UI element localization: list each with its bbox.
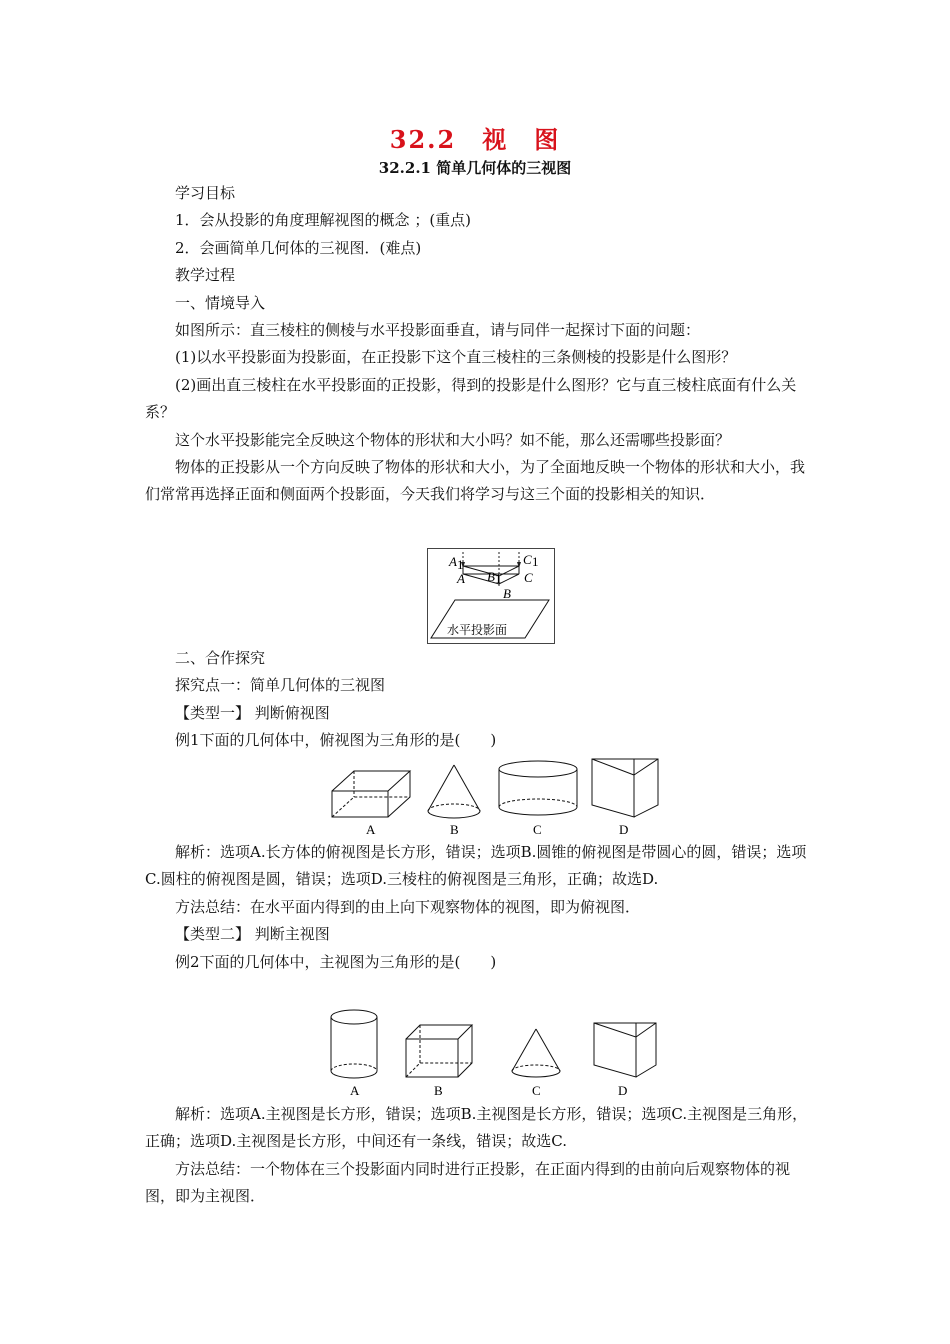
scenario-paragraph: 如图所示：直三棱柱的侧棱与水平投影面垂直，请与同伴一起探讨下面的问题： — [175, 321, 701, 340]
page-title: 32.2 视 图 — [389, 125, 561, 154]
intro-section — [145, 180, 809, 509]
label-c: C — [524, 570, 533, 585]
option-a2-label: A — [350, 1083, 360, 1098]
label-c1: C — [523, 552, 532, 567]
question-1: (1)以水平投影面为投影面，在正投影下这个直三棱柱的三条侧棱的投影是什么图形？ — [175, 348, 737, 367]
label-c1-sub: 1 — [532, 554, 539, 569]
option-b2-label: B — [434, 1083, 443, 1098]
heading-type-2: 【类型二】 判断主视图 — [175, 925, 330, 944]
cylinder-shape — [499, 761, 577, 815]
heading-cooperative: 二、合作探究 — [175, 649, 266, 667]
analysis-2: 解析：选项A.主视图是长方形，错误；选项B.主视图是长方形，错误；选项C.主视图是三角形，正确；选项D.主视图是长方形，中间还有一条线，错误；故选C. — [145, 1105, 808, 1151]
option-d2-label: D — [618, 1083, 628, 1098]
analysis-1: 解析：选项A.长方体的俯视图是长方形，错误；选项B.圆锥的俯视图是带圆心的圆，错误；选项C.圆柱的俯视图是圆，错误；选项D.三棱柱的俯视图是三角形，正确；故选D. — [145, 843, 807, 889]
prism-projection-figure — [427, 548, 555, 644]
example-2-figure — [326, 1005, 666, 1100]
heading-scenario: 一、情境导入 — [175, 293, 266, 312]
label-b1: B — [487, 569, 495, 584]
page-subtitle: 32.2.1 简单几何体的三视图 — [378, 159, 572, 177]
option-c-label: C — [533, 822, 542, 837]
method-summary-2: 方法总结：一个物体在三个投影面内同时进行正投影，在正面内得到的由前向后观察物体的视图，即为主视图． — [145, 1159, 791, 1206]
heading-explore-point: 探究点一：简单几何体的三视图 — [175, 676, 386, 695]
example-2: 例2下面的几何体中，主视图为三角形的是( ) — [175, 952, 497, 971]
section-analysis-1 — [145, 839, 809, 976]
goal-2: 2．会画简单几何体的三视图．(难点) — [175, 238, 422, 257]
method-summary-1: 方法总结：在水平面内得到的由上向下观察物体的视图，即为俯视图． — [175, 897, 641, 916]
heading-learning-goals: 学习目标 — [175, 184, 236, 202]
label-a1-sub: 1 — [457, 557, 464, 572]
goal-1: 1．会从投影的角度理解视图的概念 ；(重点) — [175, 211, 472, 230]
label-a1: A — [449, 554, 457, 569]
box-shape — [406, 1025, 472, 1077]
prism-shape — [594, 1023, 656, 1077]
cone-shape — [428, 765, 480, 818]
label-b1-sub: 1 — [495, 571, 502, 586]
option-d-label: D — [619, 822, 629, 837]
example-1-figure — [328, 755, 668, 840]
heading-type-1: 【类型一】 判断俯视图 — [175, 703, 330, 722]
option-c2-label: C — [532, 1083, 541, 1098]
small-cone-shape — [512, 1029, 560, 1077]
heading-teaching-process: 教学过程 — [175, 266, 236, 285]
label-b: B — [503, 586, 511, 601]
option-a-label: A — [366, 822, 376, 837]
intro-summary: 物体的正投影从一个方向反映了物体的形状和大小，为了全面地反映一个物体的形状和大小，我们常常再选择正面和侧面两个投影面，今天我们将学习与这三个面的投影相关的知识． — [145, 458, 806, 504]
question-2: (2)画出直三棱柱在水平投影面的正投影，得到的投影是什么图形？它与直三棱柱底面有什么关系？ — [145, 375, 797, 422]
label-a: A — [457, 571, 465, 586]
example-1: 例1下面的几何体中，俯视图为三角形的是( ) — [175, 731, 497, 750]
section-analysis-2 — [145, 1101, 809, 1211]
triangular-prism-shape — [592, 759, 658, 817]
option-b-label: B — [450, 822, 459, 837]
tall-cylinder-shape — [331, 1010, 377, 1078]
plane-label: 水平投影面 — [447, 623, 508, 637]
question-3: 这个水平投影能完全反映这个物体的形状和大小吗？如不能，那么还需哪些投影面？ — [175, 430, 731, 449]
cuboid-shape — [332, 771, 410, 817]
section-cooperative-explore — [145, 645, 809, 755]
